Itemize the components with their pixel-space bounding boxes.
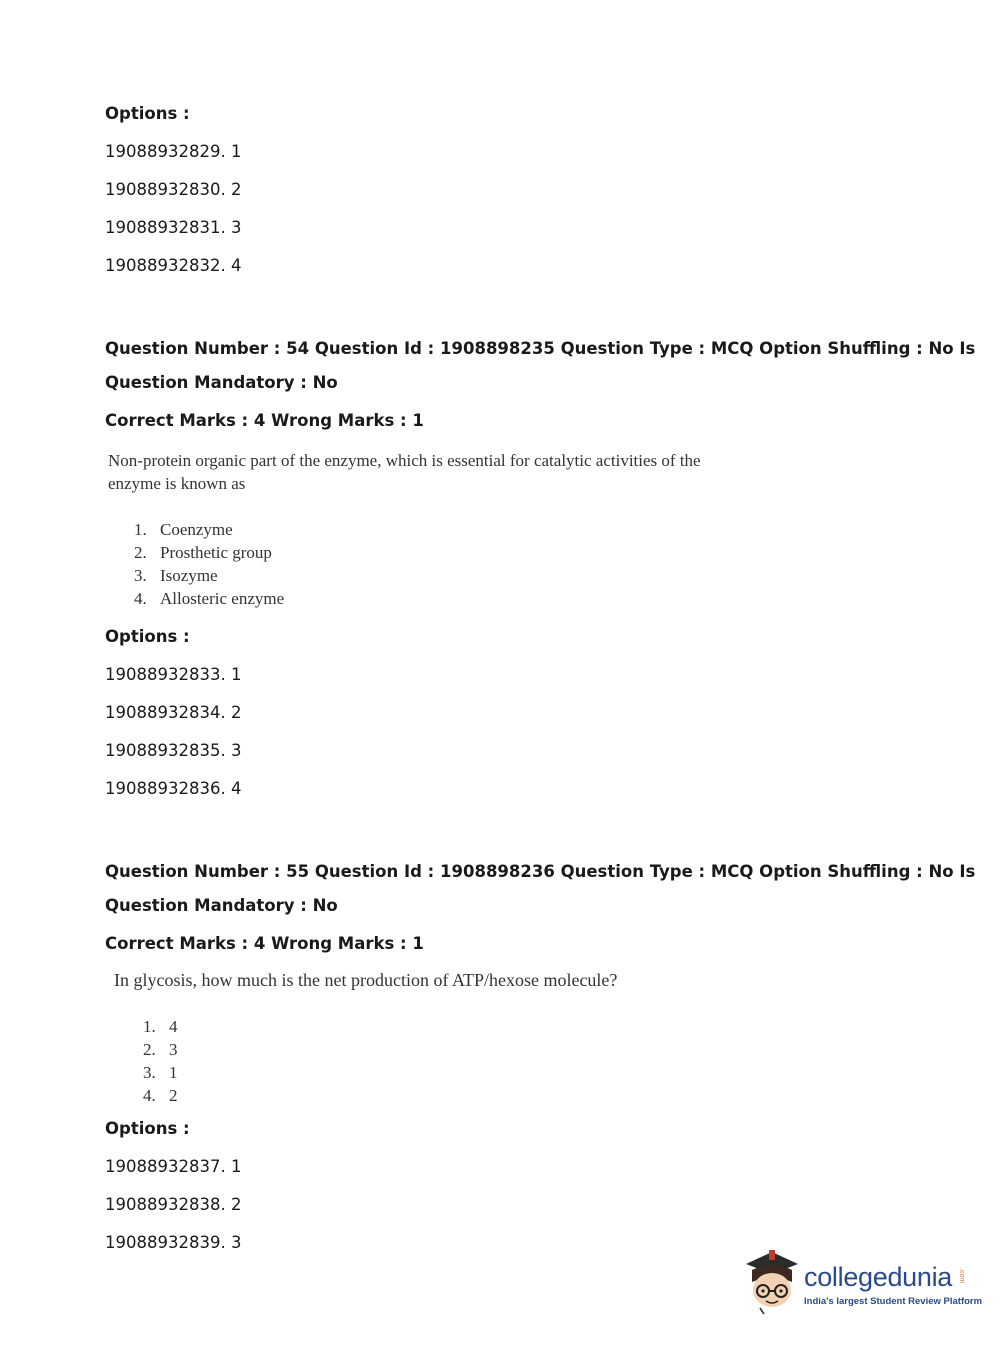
question-text-line: Non-protein organic part of the enzyme, which is essential for catalytic activities of the [108,451,701,470]
choice-item [143,1015,178,1038]
choice-text: 1 [169,1063,178,1082]
collegedunia-logo [742,1248,983,1318]
option-id: 19088932829. 1 [105,142,242,161]
choice-number: 3. [134,566,147,585]
choice-item [143,1038,178,1061]
choice-item [143,1084,178,1107]
choice-number: 4. [143,1086,156,1105]
mascot-icon [742,1248,804,1318]
question-header: Question Number : 54 Question Id : 1908898235 Question Type : MCQ Option Shuffling : No Is [105,339,976,358]
choice-item [134,564,284,587]
choice-number: 2. [143,1040,156,1059]
choice-number: 3. [143,1063,156,1082]
question-marks: Correct Marks : 4 Wrong Marks : 1 [105,934,424,953]
logo-wordmark: collegedunia [804,1262,953,1292]
option-id: 19088932834. 2 [105,703,242,722]
choice-item [134,587,284,610]
question-mandatory: Question Mandatory : No [105,373,338,392]
option-id: 19088932836. 4 [105,779,242,798]
choice-text: Isozyme [160,566,218,585]
logo-tagline: India's largest Student Review Platform [804,1296,983,1307]
question-text-line: enzyme is known as [108,474,246,493]
choice-text: Prosthetic group [160,543,272,562]
option-id: 19088932830. 2 [105,180,242,199]
options-label: Options : [105,104,190,123]
choice-number: 1. [143,1017,156,1036]
choice-item [134,518,284,541]
choice-list [134,518,284,610]
option-id: 19088932838. 2 [105,1195,242,1214]
choice-text: Coenzyme [160,520,233,539]
choice-list [143,1015,178,1107]
choice-text: 2 [169,1086,178,1105]
option-id: 19088932839. 3 [105,1233,242,1252]
choice-text: 4 [169,1017,178,1036]
logo-domain: .com [958,1268,965,1284]
choice-text: 3 [169,1040,178,1059]
choice-number: 4. [134,589,147,608]
choice-number: 1. [134,520,147,539]
question-marks: Correct Marks : 4 Wrong Marks : 1 [105,411,424,430]
option-id: 19088932833. 1 [105,665,242,684]
option-id: 19088932832. 4 [105,256,242,275]
option-id: 19088932835. 3 [105,741,242,760]
choice-number: 2. [134,543,147,562]
question-mandatory: Question Mandatory : No [105,896,338,915]
option-id: 19088932837. 1 [105,1157,242,1176]
question-text [108,449,808,495]
question-header: Question Number : 55 Question Id : 1908898236 Question Type : MCQ Option Shuffling : No Is [105,862,976,881]
options-label: Options : [105,1119,190,1138]
choice-text: Allosteric enzyme [160,589,285,608]
choice-item [143,1061,178,1084]
question-text: In glycosis, how much is the net production of ATP/hexose molecule? [114,970,618,990]
option-id: 19088932831. 3 [105,218,242,237]
choice-item [134,541,284,564]
options-label: Options : [105,627,190,646]
